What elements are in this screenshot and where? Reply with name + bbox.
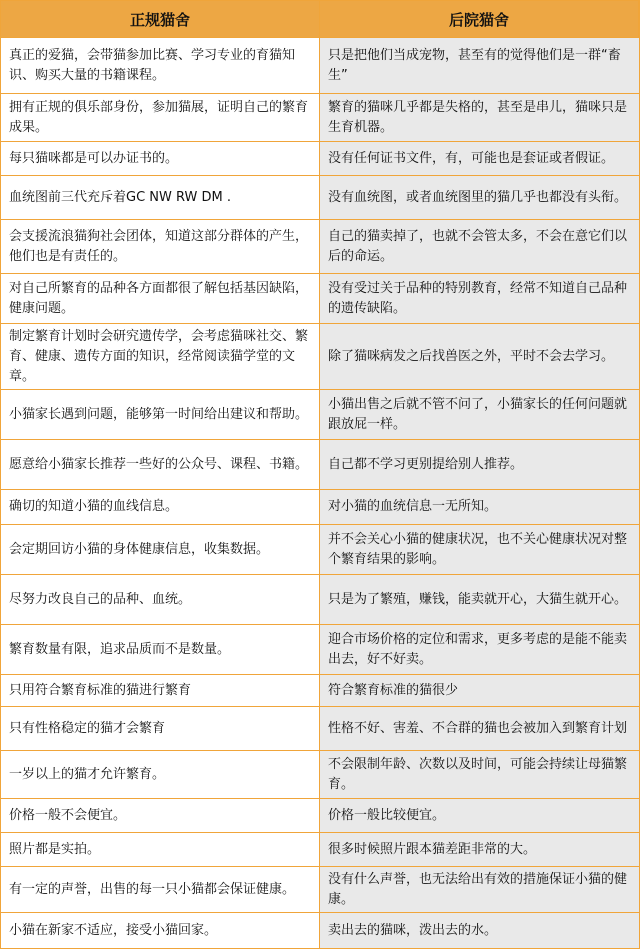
header-formal-cattery: 正规猫舍 — [1, 1, 320, 37]
backyard-cell: 只是为了繁殖，赚钱，能卖就开心，大猫生就开心。 — [320, 574, 639, 624]
formal-cell: 只有性格稳定的猫才会繁育 — [1, 706, 320, 750]
backyard-cell: 符合繁育标准的猫很少 — [320, 674, 639, 706]
formal-cell: 确切的知道小猫的血线信息。 — [1, 489, 320, 524]
backyard-cell: 性格不好、害羞、不合群的猫也会被加入到繁育计划 — [320, 706, 639, 750]
backyard-cell: 很多时候照片跟本猫差距非常的大。 — [320, 832, 639, 866]
formal-cell: 只用符合繁育标准的猫进行繁育 — [1, 674, 320, 706]
formal-cell: 繁育数量有限，追求品质而不是数量。 — [1, 624, 320, 674]
formal-cell: 会支援流浪猫狗社会团体，知道这部分群体的产生，他们也是有责任的。 — [1, 219, 320, 273]
backyard-cell: 自己都不学习更别提给别人推荐。 — [320, 439, 639, 489]
header-backyard-cattery: 后院猫舍 — [320, 1, 639, 37]
formal-cell: 真正的爱猫，会带猫参加比赛、学习专业的育猫知识、购买大量的书籍课程。 — [1, 37, 320, 93]
backyard-cell: 没有血统图，或者血统图里的猫几乎也都没有头衔。 — [320, 175, 639, 219]
formal-cell: 有一定的声誉，出售的每一只小猫都会保证健康。 — [1, 866, 320, 912]
formal-cell: 小猫家长遇到问题，能够第一时间给出建议和帮助。 — [1, 389, 320, 439]
backyard-cell: 没有受过关于品种的特别教育，经常不知道自己品种的遗传缺陷。 — [320, 273, 639, 323]
formal-cell: 照片都是实拍。 — [1, 832, 320, 866]
backyard-cell: 对小猫的血统信息一无所知。 — [320, 489, 639, 524]
backyard-cell: 不会限制年龄、次数以及时间，可能会持续让母猫繁育。 — [320, 750, 639, 798]
backyard-cell: 价格一般比较便宜。 — [320, 798, 639, 832]
backyard-cell: 自己的猫卖掉了，也就不会管太多，不会在意它们以后的命运。 — [320, 219, 639, 273]
backyard-cell: 没有什么声誉，也无法给出有效的措施保证小猫的健康。 — [320, 866, 639, 912]
backyard-cell: 小猫出售之后就不管不问了，小猫家长的任何问题就跟放屁一样。 — [320, 389, 639, 439]
formal-cell: 会定期回访小猫的身体健康信息，收集数据。 — [1, 524, 320, 574]
formal-cell: 尽努力改良自己的品种、血统。 — [1, 574, 320, 624]
formal-cell: 价格一般不会便宜。 — [1, 798, 320, 832]
formal-cell: 小猫在新家不适应，接受小猫回家。 — [1, 912, 320, 948]
formal-cell: 愿意给小猫家长推荐一些好的公众号、课程、书籍。 — [1, 439, 320, 489]
backyard-cell: 并不会关心小猫的健康状况，也不关心健康状况对整个繁育结果的影响。 — [320, 524, 639, 574]
formal-cell: 血统图前三代充斥着GC NW RW DM . — [1, 175, 320, 219]
formal-cell: 每只猫咪都是可以办证书的。 — [1, 141, 320, 175]
formal-cell: 一岁以上的猫才允许繁育。 — [1, 750, 320, 798]
formal-cell: 制定繁育计划时会研究遗传学，会考虑猫咪社交、繁育、健康、遗传方面的知识，经常阅读猫学堂的文章。 — [1, 323, 320, 389]
backyard-cell: 卖出去的猫咪，泼出去的水。 — [320, 912, 639, 948]
formal-cell: 对自己所繁育的品种各方面都很了解包括基因缺陷，健康问题。 — [1, 273, 320, 323]
backyard-cell: 没有任何证书文件，有，可能也是套证或者假证。 — [320, 141, 639, 175]
backyard-cell: 只是把他们当成宠物，甚至有的觉得他们是一群“畜生” — [320, 37, 639, 93]
backyard-cell: 繁育的猫咪几乎都是失格的，甚至是串儿，猫咪只是生育机器。 — [320, 93, 639, 141]
backyard-cell: 迎合市场价格的定位和需求，更多考虑的是能不能卖出去，好不好卖。 — [320, 624, 639, 674]
formal-cell: 拥有正规的俱乐部身份，参加猫展，证明自己的繁育成果。 — [1, 93, 320, 141]
backyard-cell: 除了猫咪病发之后找兽医之外，平时不会去学习。 — [320, 323, 639, 389]
